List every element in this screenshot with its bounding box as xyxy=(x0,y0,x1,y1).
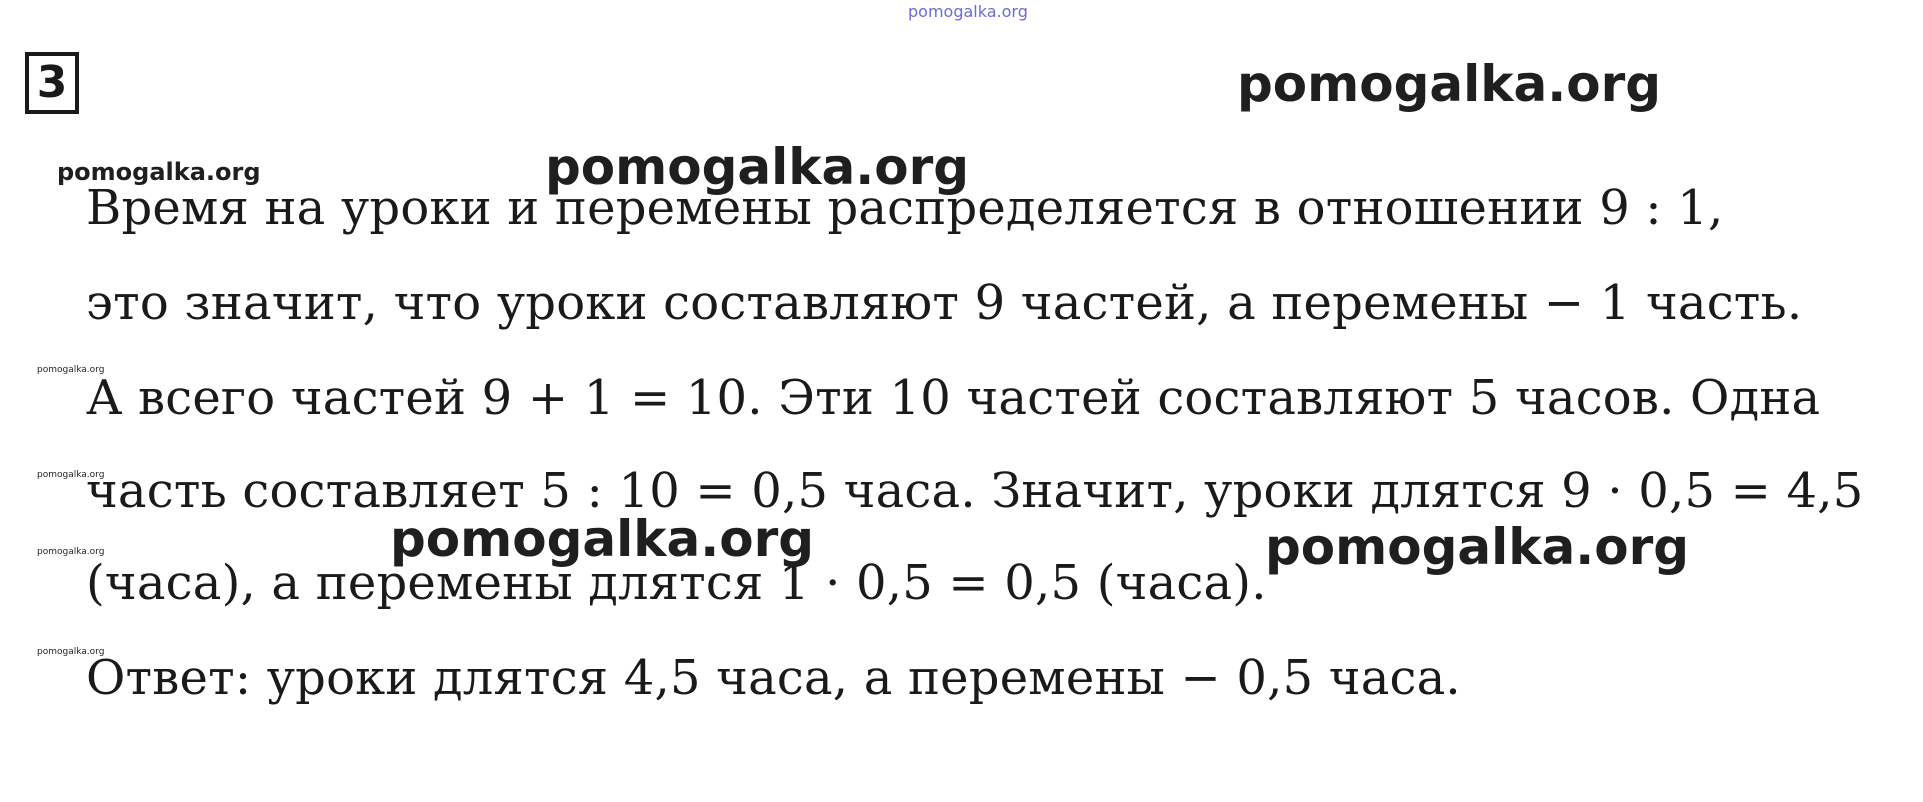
solution-line-4: часть составляет 5 : 10 = 0,5 часа. Значит, уроки длятся 9 · 0,5 = 4,5 xyxy=(86,463,1864,519)
watermark-large: pomogalka.org xyxy=(1237,55,1662,113)
solution-line-1: Время на уроки и перемены распределяется в отношении 9 : 1, xyxy=(86,180,1724,236)
watermark-large: pomogalka.org xyxy=(1265,518,1690,576)
watermark-tiny: pomogalka.org xyxy=(37,470,105,480)
watermark-large: pomogalka.org xyxy=(545,138,970,196)
watermark-large: pomogalka.org xyxy=(390,510,815,568)
watermark-small: pomogalka.org xyxy=(57,158,261,186)
problem-number: 3 xyxy=(25,52,79,114)
watermark-top: pomogalka.org xyxy=(908,2,1028,21)
answer-line: Ответ: уроки длятся 4,5 часа, а перемены − 0,5 часа. xyxy=(86,650,1461,706)
watermark-tiny: pomogalka.org xyxy=(37,365,105,375)
watermark-tiny: pomogalka.org xyxy=(37,547,105,557)
watermark-tiny: pomogalka.org xyxy=(37,647,105,657)
solution-line-3: А всего частей 9 + 1 = 10. Эти 10 частей составляют 5 часов. Одна xyxy=(86,370,1821,426)
solution-line-5: (часа), а перемены длятся 1 · 0,5 = 0,5 (часа). xyxy=(86,555,1267,611)
solution-line-2: это значит, что уроки составляют 9 частей, а перемены − 1 часть. xyxy=(86,275,1803,331)
